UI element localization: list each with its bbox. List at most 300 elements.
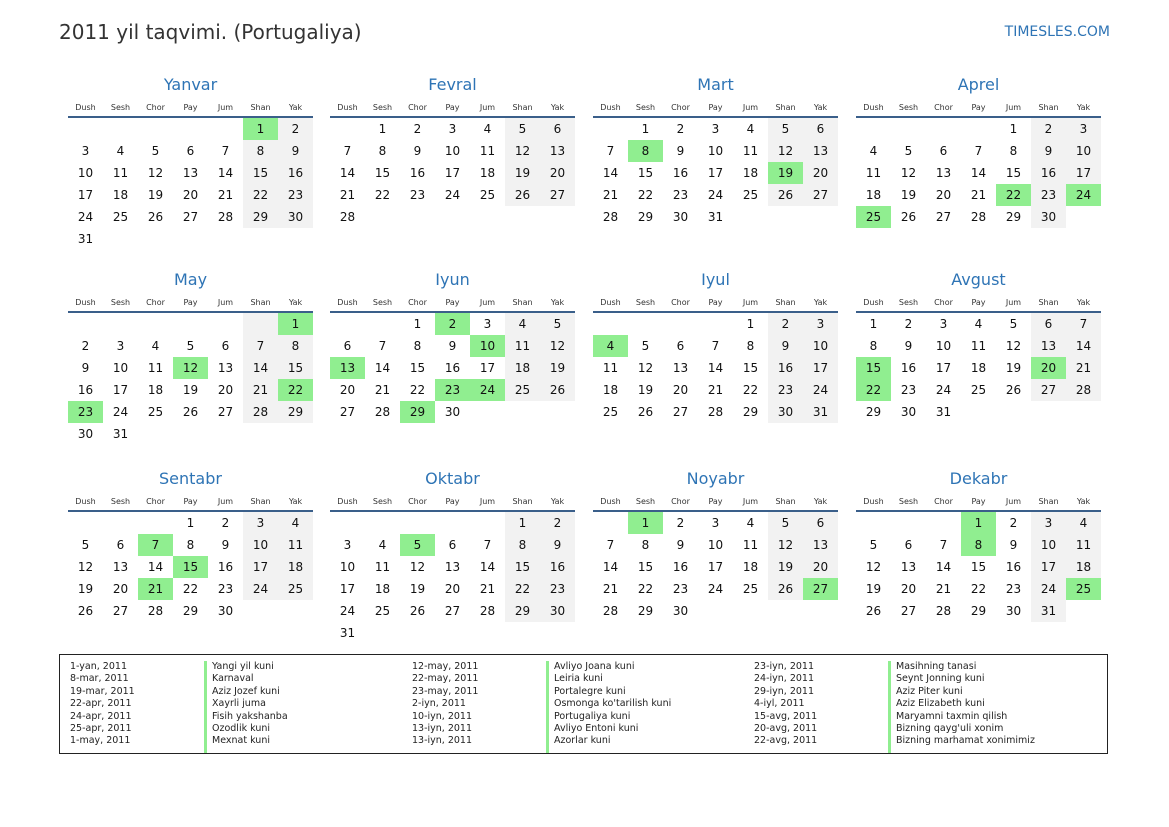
day-cell: 28 [602, 210, 619, 224]
day-cell: 29 [505, 600, 540, 622]
day-cell: 14 [935, 560, 952, 574]
weekday-label: Shan [1038, 102, 1059, 112]
month-name: Fevral [428, 75, 477, 94]
day-cell: 5 [869, 538, 878, 552]
day-cell: 2 [540, 512, 575, 534]
empty-cell [173, 313, 208, 335]
weekday-label: Chor [408, 297, 427, 307]
weekday-label: Pay [445, 496, 460, 506]
day-cell: 30 [1005, 604, 1022, 618]
day-cell: 20 [444, 582, 461, 596]
day-cell: 17 [1031, 556, 1066, 578]
weekday-label: Shan [775, 297, 796, 307]
day-cell: 10 [707, 144, 724, 158]
day-cell: 24 [444, 188, 461, 202]
day-cell: 17 [243, 556, 278, 578]
day-cell: 14 [602, 166, 619, 180]
day-cell: 5 [505, 118, 540, 140]
day-cell: 17 [935, 361, 952, 375]
day-cell: 21 [479, 582, 496, 596]
weekday-label: Shan [250, 102, 271, 112]
month-name: Sentabr [159, 469, 222, 488]
day-cell: 28 [970, 210, 987, 224]
weekday-label: Chor [671, 102, 690, 112]
empty-cell [926, 118, 961, 140]
empty-cell [365, 313, 400, 335]
legend-holiday-name: Aziz Elizabeth kuni [896, 698, 985, 710]
weekday-label: Pay [445, 102, 460, 112]
day-cell: 10 [1066, 140, 1101, 162]
day-cell: 26 [409, 604, 426, 618]
day-cell: 9 [540, 534, 575, 556]
site-link[interactable]: TIMESLES.COM [1004, 24, 1110, 40]
weekday-label: Jum [1005, 496, 1022, 506]
holiday-legend [59, 654, 1108, 754]
weekday-label: Yak [288, 102, 303, 112]
day-cell: 12 [768, 140, 803, 162]
day-cell: 21 [935, 582, 952, 596]
day-cell: 11 [112, 166, 129, 180]
day-cell: 23 [540, 578, 575, 600]
day-cell: 19 [409, 582, 426, 596]
day-cell: 29 [278, 401, 313, 423]
day-cell: 2 [413, 122, 422, 136]
day-cell: 27 [803, 184, 838, 206]
day-cell: 3 [116, 339, 125, 353]
day-cell: 13 [182, 166, 199, 180]
page-title: 2011 yil taqvimi. (Portugaliya) [59, 20, 362, 44]
legend-holiday-name: Ozodlik kuni [212, 723, 270, 735]
day-cell: 2 [81, 339, 90, 353]
day-cell: 22 [182, 582, 199, 596]
day-cell: 24 [803, 379, 838, 401]
empty-cell [628, 313, 663, 335]
weekday-label: Chor [671, 496, 690, 506]
day-cell: 9 [278, 140, 313, 162]
day-cell: 8 [243, 140, 278, 162]
day-cell: 24 [1031, 578, 1066, 600]
day-cell: 15 [505, 556, 540, 578]
day-cell: 15 [637, 560, 654, 574]
day-cell: 8 [278, 335, 313, 357]
day-cell: 9 [413, 144, 422, 158]
legend-holiday-name: Xayrli juma [212, 698, 266, 710]
day-cell: 29 [742, 405, 759, 419]
day-cell: 24 [77, 210, 94, 224]
day-cell: 1 [1009, 122, 1018, 136]
day-cell: 5 [540, 313, 575, 335]
day-cell: 19 [900, 188, 917, 202]
legend-holiday-name: Bizning marhamat xonimimiz [896, 735, 1035, 747]
day-cell: 8 [505, 534, 540, 556]
empty-cell [173, 118, 208, 140]
day-cell: 20 [182, 188, 199, 202]
weekday-label: Chor [408, 496, 427, 506]
day-cell: 28 [935, 604, 952, 618]
day-cell: 17 [444, 166, 461, 180]
day-cell: 14 [479, 560, 496, 574]
day-cell: 17 [707, 166, 724, 180]
day-grid [68, 512, 313, 622]
day-grid [593, 512, 838, 622]
day-cell: 15 [409, 361, 426, 375]
day-cell: 15 [278, 357, 313, 379]
weekday-label: Jum [217, 496, 234, 506]
day-grid [856, 118, 1101, 228]
legend-holiday-name: Bizning qayg'uli xonim [896, 723, 1004, 735]
day-cell: 5 [1009, 317, 1018, 331]
weekday-label: Dush [600, 297, 621, 307]
weekday-label: Chor [671, 297, 690, 307]
empty-cell [138, 118, 173, 140]
weekday-header [593, 492, 838, 512]
holiday-day-cell: 23 [68, 401, 103, 423]
weekday-label: Shan [250, 496, 271, 506]
weekday-label: Shan [512, 297, 533, 307]
month-calendar [593, 466, 838, 622]
legend-holiday-name: Osmonga ko'tarilish kuni [554, 698, 672, 710]
day-cell: 21 [1066, 357, 1101, 379]
day-cell: 11 [479, 144, 496, 158]
day-grid [593, 313, 838, 423]
day-cell: 19 [865, 582, 882, 596]
day-cell: 21 [602, 188, 619, 202]
day-cell: 10 [339, 560, 356, 574]
day-cell: 18 [479, 166, 496, 180]
day-cell: 3 [939, 317, 948, 331]
month-name: Dekabr [949, 469, 1008, 488]
empty-cell [856, 118, 891, 140]
weekday-label: Dush [600, 496, 621, 506]
day-cell: 1 [413, 317, 422, 331]
day-cell: 14 [374, 361, 391, 375]
day-cell: 9 [676, 144, 685, 158]
day-cell: 18 [278, 556, 313, 578]
day-cell: 9 [1031, 140, 1066, 162]
weekday-label: Sesh [372, 102, 393, 112]
day-cell: 14 [147, 560, 164, 574]
day-cell: 9 [448, 339, 457, 353]
day-cell: 15 [742, 361, 759, 375]
day-cell: 11 [970, 339, 987, 353]
legend-date: 23-iyn, 2011 [754, 661, 815, 672]
day-cell: 19 [182, 383, 199, 397]
month-name: Noyabr [686, 469, 745, 488]
legend-dates [412, 661, 546, 753]
day-cell: 31 [935, 405, 952, 419]
weekday-label: Jum [742, 297, 759, 307]
day-cell: 17 [479, 361, 496, 375]
day-cell: 12 [900, 166, 917, 180]
day-grid [856, 313, 1101, 423]
day-cell: 6 [803, 512, 838, 534]
weekday-label: Chor [146, 102, 165, 112]
day-cell: 11 [1066, 534, 1101, 556]
day-cell: 18 [970, 361, 987, 375]
day-cell: 2 [676, 516, 685, 530]
empty-cell [243, 313, 278, 335]
weekday-label: Jum [479, 297, 496, 307]
weekday-label: Dush [337, 102, 358, 112]
day-cell: 22 [742, 383, 759, 397]
day-cell: 6 [186, 144, 195, 158]
weekday-header [856, 293, 1101, 313]
legend-date: 1-may, 2011 [70, 735, 131, 747]
holiday-day-cell: 27 [803, 578, 838, 600]
weekday-label: Yak [1076, 297, 1091, 307]
day-cell: 2 [1009, 516, 1018, 530]
day-cell: 29 [865, 405, 882, 419]
day-cell: 9 [221, 538, 230, 552]
day-cell: 23 [768, 379, 803, 401]
weekday-label: Pay [971, 496, 986, 506]
day-cell: 6 [904, 538, 913, 552]
empty-cell [593, 118, 628, 140]
day-cell: 1 [746, 317, 755, 331]
day-cell: 13 [900, 560, 917, 574]
day-cell: 11 [374, 560, 391, 574]
day-cell: 19 [637, 383, 654, 397]
day-cell: 6 [939, 144, 948, 158]
day-cell: 15 [243, 162, 278, 184]
day-cell: 28 [707, 405, 724, 419]
day-cell: 5 [768, 512, 803, 534]
day-cell: 11 [505, 335, 540, 357]
month-calendar [856, 466, 1101, 622]
day-cell: 17 [707, 560, 724, 574]
day-cell: 16 [217, 560, 234, 574]
day-cell: 7 [483, 538, 492, 552]
day-cell: 18 [742, 166, 759, 180]
day-cell: 18 [147, 383, 164, 397]
day-grid [330, 512, 575, 644]
legend-names [204, 661, 412, 753]
empty-cell [208, 118, 243, 140]
weekday-label: Pay [708, 496, 723, 506]
day-cell: 12 [409, 560, 426, 574]
weekday-label: Sesh [898, 102, 919, 112]
weekday-label: Shan [775, 496, 796, 506]
day-cell: 26 [1005, 383, 1022, 397]
empty-cell [663, 313, 698, 335]
day-cell: 1 [505, 512, 540, 534]
day-cell: 28 [339, 210, 356, 224]
weekday-label: Pay [708, 102, 723, 112]
legend-date: 29-iyn, 2011 [754, 685, 815, 697]
weekday-label: Pay [971, 102, 986, 112]
holiday-day-cell: 25 [856, 206, 891, 228]
day-cell: 25 [742, 582, 759, 596]
day-cell: 31 [1031, 600, 1066, 622]
legend-holiday-name: Leiria kuni [554, 673, 603, 685]
day-cell: 7 [606, 538, 615, 552]
weekday-header [68, 293, 313, 313]
day-cell: 12 [768, 534, 803, 556]
legend-date: 15-avg, 2011 [754, 710, 818, 722]
weekday-label: Jum [1005, 102, 1022, 112]
day-cell: 26 [182, 405, 199, 419]
legend-date: 2-iyn, 2011 [412, 698, 466, 710]
weekday-header [330, 293, 575, 313]
day-cell: 25 [602, 405, 619, 419]
day-cell: 27 [444, 604, 461, 618]
empty-cell [435, 512, 470, 534]
day-cell: 29 [182, 604, 199, 618]
empty-cell [698, 313, 733, 335]
holiday-day-cell: 10 [470, 335, 505, 357]
legend-date: 22-avg, 2011 [754, 735, 818, 747]
day-cell: 22 [243, 184, 278, 206]
day-cell: 22 [637, 188, 654, 202]
weekday-label: Pay [445, 297, 460, 307]
month-calendar [330, 267, 575, 423]
day-cell: 26 [768, 184, 803, 206]
day-cell: 21 [243, 379, 278, 401]
day-cell: 16 [278, 162, 313, 184]
weekday-label: Dush [75, 297, 96, 307]
legend-dates [70, 661, 204, 753]
day-grid [330, 118, 575, 228]
weekday-label: Sesh [635, 496, 656, 506]
weekday-label: Jum [479, 496, 496, 506]
day-cell: 13 [672, 361, 689, 375]
day-cell: 3 [1066, 118, 1101, 140]
day-cell: 8 [869, 339, 878, 353]
day-cell: 25 [742, 188, 759, 202]
day-cell: 18 [1066, 556, 1101, 578]
day-cell: 27 [1031, 379, 1066, 401]
legend-holiday-name: Masihning tanasi [896, 661, 977, 672]
empty-cell [103, 313, 138, 335]
day-cell: 10 [803, 335, 838, 357]
day-cell: 16 [1005, 560, 1022, 574]
day-cell: 2 [904, 317, 913, 331]
weekday-label: Sesh [635, 102, 656, 112]
legend-column [70, 661, 412, 753]
day-cell: 14 [707, 361, 724, 375]
day-cell: 4 [151, 339, 160, 353]
day-cell: 18 [865, 188, 882, 202]
legend-date: 22-may, 2011 [412, 673, 479, 685]
legend-holiday-name: Avliyo Joana kuni [554, 661, 635, 672]
day-cell: 20 [803, 162, 838, 184]
month-name: Yanvar [163, 75, 218, 94]
day-cell: 6 [676, 339, 685, 353]
day-cell: 25 [112, 210, 129, 224]
day-cell: 27 [112, 604, 129, 618]
day-cell: 30 [77, 427, 94, 441]
holiday-day-cell: 1 [243, 118, 278, 140]
day-cell: 22 [409, 383, 426, 397]
weekday-label: Jum [1005, 297, 1022, 307]
day-cell: 22 [970, 582, 987, 596]
day-cell: 8 [1009, 144, 1018, 158]
day-cell: 20 [803, 556, 838, 578]
day-cell: 6 [803, 118, 838, 140]
day-cell: 27 [339, 405, 356, 419]
weekday-label: Yak [288, 496, 303, 506]
day-cell: 13 [217, 361, 234, 375]
legend-date: 19-mar, 2011 [70, 685, 135, 697]
day-cell: 3 [711, 516, 720, 530]
day-cell: 17 [339, 582, 356, 596]
day-cell: 7 [243, 335, 278, 357]
day-cell: 3 [803, 313, 838, 335]
day-cell: 20 [339, 383, 356, 397]
holiday-day-cell: 8 [961, 534, 996, 556]
month-calendar [593, 267, 838, 423]
day-cell: 24 [935, 383, 952, 397]
day-cell: 12 [77, 560, 94, 574]
day-cell: 19 [505, 162, 540, 184]
day-cell: 23 [409, 188, 426, 202]
legend-holiday-name: Seynt Jonning kuni [896, 673, 985, 685]
day-cell: 25 [374, 604, 391, 618]
day-cell: 28 [243, 401, 278, 423]
day-cell: 11 [602, 361, 619, 375]
weekday-label: Dush [863, 102, 884, 112]
day-cell: 4 [505, 313, 540, 335]
day-cell: 25 [278, 578, 313, 600]
weekday-label: Yak [1076, 102, 1091, 112]
empty-cell [856, 512, 891, 534]
day-cell: 23 [278, 184, 313, 206]
day-cell: 30 [278, 206, 313, 228]
day-cell: 13 [803, 140, 838, 162]
day-cell: 4 [1066, 512, 1101, 534]
holiday-day-cell: 24 [1066, 184, 1101, 206]
day-cell: 16 [77, 383, 94, 397]
day-cell: 30 [1031, 206, 1066, 228]
holiday-day-cell: 12 [173, 357, 208, 379]
day-cell: 18 [742, 560, 759, 574]
weekday-label: Yak [550, 102, 565, 112]
day-cell: 3 [711, 122, 720, 136]
weekday-header [593, 293, 838, 313]
day-cell: 15 [970, 560, 987, 574]
holiday-day-cell: 2 [435, 313, 470, 335]
weekday-label: Dush [75, 496, 96, 506]
day-cell: 5 [768, 118, 803, 140]
day-cell: 31 [77, 232, 94, 246]
day-cell: 24 [339, 604, 356, 618]
holiday-day-cell: 19 [768, 162, 803, 184]
weekday-header [856, 492, 1101, 512]
legend-holiday-name: Portugaliya kuni [554, 710, 631, 722]
day-cell: 21 [374, 383, 391, 397]
month-calendar [68, 466, 313, 622]
day-cell: 31 [339, 626, 356, 640]
holiday-day-cell: 5 [400, 534, 435, 556]
weekday-label: Sesh [110, 496, 131, 506]
day-cell: 13 [803, 534, 838, 556]
weekday-label: Chor [146, 297, 165, 307]
day-cell: 27 [217, 405, 234, 419]
day-cell: 11 [742, 144, 759, 158]
month-calendar [330, 72, 575, 228]
weekday-label: Pay [708, 297, 723, 307]
month-calendar [593, 72, 838, 228]
day-cell: 13 [1031, 335, 1066, 357]
day-cell: 26 [900, 210, 917, 224]
day-cell: 12 [637, 361, 654, 375]
day-cell: 13 [935, 166, 952, 180]
weekday-header [330, 492, 575, 512]
day-cell: 25 [505, 379, 540, 401]
weekday-label: Jum [742, 496, 759, 506]
legend-date: 24-apr, 2011 [70, 710, 132, 722]
day-cell: 8 [746, 339, 755, 353]
